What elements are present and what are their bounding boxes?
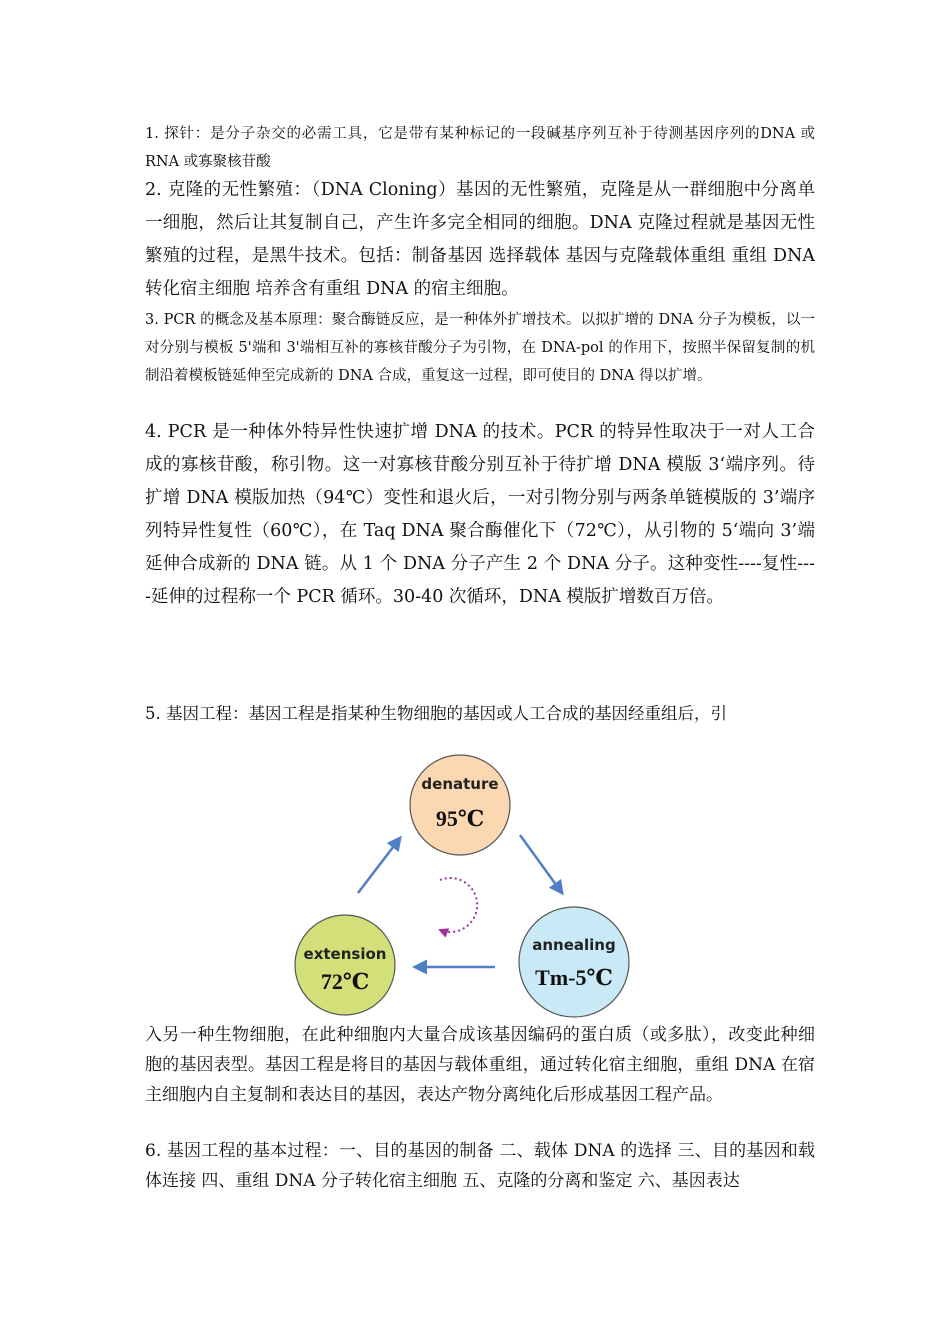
paragraph-probe: 1. 探针：是分子杂交的必需工具，它是带有某种标记的一段碱基序列互补于待测基因序列的DNA 或 RNA 或寡聚核苷酸 (145, 126, 815, 170)
node-annealing (519, 907, 629, 1017)
denature-label: denature (421, 775, 499, 793)
extension-temp: 72℃ (320, 969, 370, 994)
node-denature (410, 755, 510, 855)
annealing-temp: Tm-5℃ (535, 965, 613, 990)
node-extension (295, 915, 395, 1015)
paragraph-cloning: 2. 克隆的无性繁殖：（DNA Cloning）基因的无性繁殖，克隆是从一群细胞中分离单一细胞，然后让其复制自己，产生许多完全相同的细胞。DNA 克隆过程就是基因无性繁殖的过程，是黑牛技术。包括：制备基因 选择载体 基因与克隆载体重组 重组 DNA 转化宿主细胞 培养含有重组 DNA 的宿主细胞。 (145, 180, 815, 299)
denature-temp: 95℃ (435, 806, 485, 831)
paragraph-gene-engineering-start: 5. 基因工程：基因工程是指某种生物细胞的基因或人工合成的基因经重组后，引 (145, 704, 727, 723)
paragraph-pcr-principle: 3. PCR 的概念及基本原理：聚合酶链反应，是一种体外扩增技术。以拟扩增的 DNA 分子为模板，以一对分别与模板 5'端和 3'端相互补的寡核苷酸分子为引物，在 DNA-pol 的作用下，按照半保留复制的机制沿着模板链延伸至完成新的 DNA 合成，重复这一过程，即可使目的 DNA 得以扩增。 (145, 312, 815, 384)
arrow-denature-to-annealing (520, 835, 562, 893)
arrow-extension-to-denature (358, 838, 400, 893)
paragraph-pcr-technique: 4. PCR 是一种体外特异性快速扩增 DNA 的技术。PCR 的特异性取决于一对人工合成的寡核苷酸，称引物。这一对寡核苷酸分别互补于待扩增 DNA 模版 3‘端序列。待扩增 DNA 模版加热（94℃）变性和退火后，一对引物分别与两条单链模版的 3’端序列特异性复性（60℃），在 Taq DNA 聚合酶催化下（72℃），从引物的 5‘端向 3’端延伸合成新的 DNA 链。从 1 个 DNA 分子产生 2 个 DNA 分子。这种变性----复性----延伸的过程称一个 PCR 循环。30-40 次循环，DNA 模版扩增数百万倍。 (145, 422, 815, 607)
annealing-label: annealing (532, 936, 616, 954)
cycle-arrow-icon (440, 878, 477, 932)
paragraph-gene-engineering-cont: 入另一种生物细胞，在此种细胞内大量合成该基因编码的蛋白质（或多肽），改变此种细胞的基因表型。基因工程是将目的基因与载体重组，通过转化宿主细胞，重组 DNA 在宿主细胞内自主复制和表达目的基因，表达产物分离纯化后形成基因工程产品。 (145, 1025, 815, 1105)
extension-label: extension (303, 945, 387, 963)
pcr-cycle-diagram (280, 745, 650, 1030)
paragraph-gene-engineering-process: 6. 基因工程的基本过程：一、目的基因的制备 二、载体 DNA 的选择 三、目的基因和载体连接 四、重组 DNA 分子转化宿主细胞 五、克隆的分离和鉴定 六、基因表达 (145, 1141, 815, 1191)
